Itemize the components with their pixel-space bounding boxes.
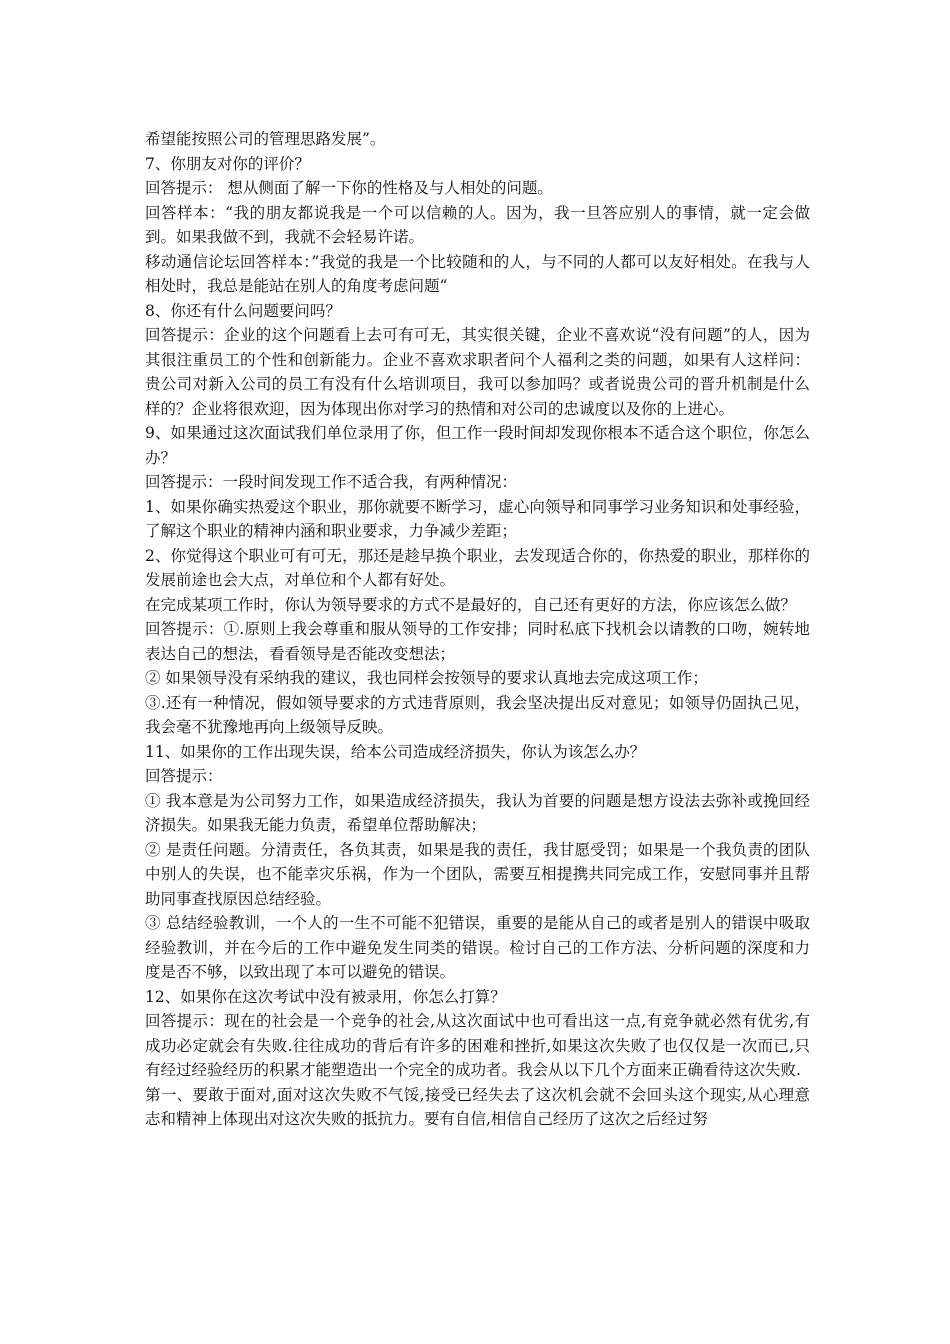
question-12-point-1: 第一、要敢于面对,面对这次失败不气馁,接受已经失去了这次机会就不会回头这个现实,从心理意志和精神上体现出对这次失败的抵抗力。要有自信,相信自己经历了这次之后经过努 [145,1085,810,1128]
question-8-hint: 回答提示：企业的这个问题看上去可有可无，其实很关键，企业不喜欢说“没有问题”的人，因为其很注重员工的个性和创新能力。企业不喜欢求职者问个人福利之类的问题，如果有人这样问：贵公司对新入公司的员工有没有什么培训项目，我可以参加吗？或者说贵公司的晋升机制是什么样的？企业将很欢迎，因为体现出你对学习的热情和对公司的忠诚度以及你的上进心。 [145,326,810,418]
question-7-hint: 回答提示： 想从侧面了解一下你的性格及与人相处的问题。 [145,179,553,197]
question-9-case-2: 2、你觉得这个职业可有可无，那还是趁早换个职业，去发现适合你的，你热爱的职业，那样你的发展前途也会大点，对单位和个人都有好处。 [145,546,810,589]
question-9-case-1: 1、如果你确实热爱这个职业，那你就要不断学习，虚心向领导和同事学习业务知识和处事经验，了解这个职业的精神内涵和职业要求，力争减少差距； [145,497,810,540]
question-12-hint: 回答提示：现在的社会是一个竞争的社会,从这次面试中也可看出这一点,有竞争就必然有优劣,有成功必定就会有失败.往往成功的背后有许多的困难和挫折,如果这次失败了也仅仅是一次而已,只有经过经验经历的积累才能塑造出一个完全的成功者。我会从以下几个方面来正确看待这次失败. [145,1012,810,1079]
question-11-heading: 11、如果你的工作出现失误，给本公司造成经济损失，你认为该怎么办？ [145,742,646,761]
question-10-point-3: ③.还有一种情况，假如领导要求的方式违背原则，我会坚决提出反对意见；如领导仍固执己见，我会毫不犹豫地再向上级领导反映。 [145,693,810,736]
question-10-hint: 回答提示：①.原则上我会尊重和服从领导的工作安排；同时私底下找机会以请教的口吻，婉转地表达自己的想法，看看领导是否能改变想法； [145,620,810,663]
question-11-hint-label: 回答提示： [145,767,223,785]
question-11-point-2: ② 是责任问题。分清责任，各负其责，如果是我的责任，我甘愿受罚；如果是一个我负责的团队中别人的失误，也不能幸灾乐祸，作为一个团队，需要互相提携共同完成工作，安慰同事并且帮助同事查找原因总结经验。 [145,840,810,908]
question-9-hint: 回答提示：一段时间发现工作不适合我，有两种情况： [145,473,518,491]
paragraph-continuation: 希望能按照公司的管理思路发展”。 [145,130,386,148]
question-11-point-1: ① 我本意是为公司努力工作，如果造成经济损失，我认为首要的问题是想方设法去弥补或挽回经济损失。如果我无能力负责，希望单位帮助解决； [145,791,810,834]
question-7-heading: 7、你朋友对你的评价？ [145,154,310,173]
question-9-heading: 9、如果通过这次面试我们单位录用了你，但工作一段时间却发现你根本不适合这个职位，你怎么办？ [145,424,810,467]
question-11-point-3: ③ 总结经验教训，一个人的一生不可能不犯错误，重要的是能从自己的或者是别人的错误中吸取经验教训，并在今后的工作中避免发生同类的错误。检讨自己的工作方法、分析问题的深度和力度是否不够，以致出现了本可以避免的错误。 [145,914,810,981]
question-10-heading: 在完成某项工作时，你认为领导要求的方式不是最好的，自己还有更好的方法，你应该怎么做？ [145,595,797,614]
question-8-heading: 8、你还有什么问题要问吗？ [145,301,341,320]
question-7-sample: 回答样本：“我的朋友都说我是一个可以信赖的人。因为，我一旦答应别人的事情，就一定会做到。如果我做不到，我就不会轻易许诺。 [145,203,810,246]
question-10-point-2: ② 如果领导没有采纳我的建议，我也同样会按领导的要求认真地去完成这项工作； [145,669,708,687]
document-body [145,127,810,1132]
question-12-heading: 12、如果你在这次考试中没有被录用，你怎么打算？ [145,987,506,1006]
question-7-forum-sample: 移动通信论坛回答样本：”我觉的我是一个比较随和的人，与不同的人都可以友好相处。在我与人相处时，我总是能站在别人的角度考虑问题“ [145,252,810,295]
